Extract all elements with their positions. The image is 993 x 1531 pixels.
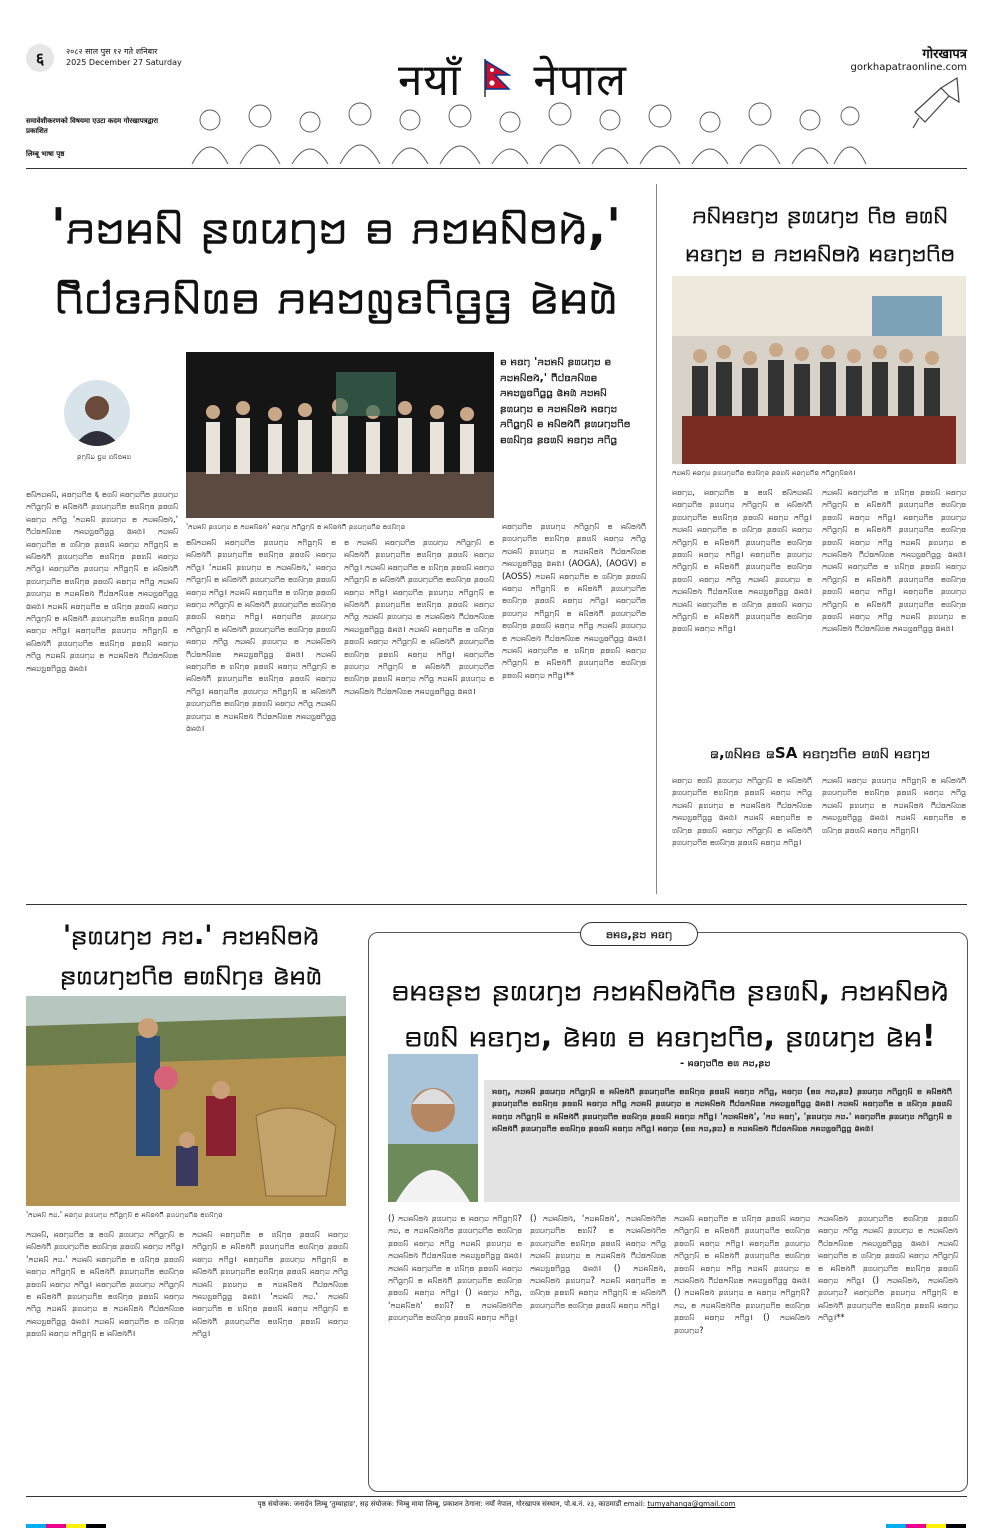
village-photo-image: [26, 996, 346, 1206]
page-number: ६: [26, 44, 54, 72]
title-right: नेपाल: [533, 55, 627, 106]
footer-credits: पृष्ठ संयोजक: जनार्दन लिम्बू 'तुम्याहाङ', सह संयोजक: भिम्बु माया लिम्बू, प्रकाशन ठेगाना: नयाँ नेपाल, गोरखापत्र संस्थान, पो.ब.नं. २३, काठमाडौं: [257, 1500, 622, 1508]
brand-name: गोरखापत्र: [922, 47, 967, 62]
lead-column-4: ꤌꤢꤚꤠꤖꤥ ꤔꤛꤣꤚꤠ ꤏꤖꤞꤚꤡ ꤋ ꤌꤡꤥꤙꤧꤖꤧ ꤔꤛꤣꤚꤠꤖꤥ ꤋꤛꤡꤚꤢ ꤔꤢꤛꤡ ꤌꤢꤚꤠ ꤏꤖꤞ ꤏꤠꤌꤡ ꤔꤛꤣꤚꤠ ꤋ ꤏꤠꤌꤡꤥꤙꤧ ꤖꤧꤓꤢꤏꤡꤛꤋ ꤏꤌꤠꤜꤢꤖꤞꤞ ꤕꤧꤌꤛꤧ। (AOGA), (AOGV) ꤋ (AOSS) ꤏꤠꤌꤡ ꤌꤢꤚꤠꤖꤥ ꤋ ꤛꤡꤚꤢ ꤔꤢꤛꤡ ꤌꤢꤚꤠ ꤏꤖꤞꤚꤡ ꤋ ꤌꤡꤥꤙꤧꤖꤧ ꤔꤛꤣꤚꤠꤖꤥ ꤋꤛꤡꤚꤢ ꤔꤢꤛꤡ ꤌꤢꤚꤠ ꤏꤖꤞ। ꤌꤢꤚꤠꤖꤥ ꤔꤛꤣꤚꤠ ꤏꤖꤞꤚꤡ ꤋ ꤌꤡꤥꤙꤧꤖꤧ ꤔꤛꤣꤚꤠꤖꤥ ꤋꤛꤡꤚꤢ ꤔꤢꤛꤡ ꤌꤢꤚꤠ ꤏꤖꤞ ꤏꤠꤌꤡ ꤔꤛꤣꤚꤠ ꤋ ꤏꤠꤌꤡꤥꤙꤧ ꤖꤧꤓꤢꤏꤡꤛꤋ ꤏꤌꤠꤜꤢꤖꤞꤞ ꤕꤧꤌꤛꤧ। ꤏꤠꤌꤡ ꤌꤢꤚꤠꤖꤥ ꤋ ꤛꤡꤚꤢ ꤔꤢꤛꤡ ꤌꤢꤚꤠ ꤏꤖꤞꤚꤡ ꤋ ꤌꤡꤥꤙꤧꤖꤧ ꤔꤛꤣꤚꤠꤖꤥ ꤋꤛꤡꤚꤢ ꤔꤢꤛꤡ ꤌꤢꤚꤠ ꤏꤖꤞ।**: [502, 521, 646, 680]
author-photo: [64, 380, 130, 446]
author-caption: ꤔꤚꤡꤗ ꤑꤠ ꤛꤡꤤꤌꤛ: [76, 452, 132, 461]
interview-headline: ꤋꤌꤢꤔꤠ ꤔꤛꤣꤚꤠ ꤏꤠꤌꤡꤥꤙꤧꤖꤥ ꤔꤢꤛꤡ, ꤏꤠꤌꤡꤥꤙꤧ ꤋꤛꤡ ꤌꤢꤚꤠ, ꤕꤧꤌꤛ ꤋ ꤌꤢꤚꤠꤖꤥ, ꤔꤛꤣꤚꤠ ꤕꤧꤌ!: [391, 973, 949, 1054]
right-headline: ꤏꤡꤌꤢꤚꤠ ꤔꤛꤣꤚꤠ ꤖꤥ ꤋꤛꤡ ꤌꤢꤚꤠ ꤋ ꤏꤠꤌꤡꤥꤙꤧ ꤌꤢꤚꤠꤖꤥ: [685, 201, 955, 267]
registration-bar-magenta: [46, 1524, 66, 1528]
group-photo-image: [672, 276, 966, 464]
registration-bar-black: [86, 1524, 106, 1528]
registration-bar-cyan: [26, 1524, 46, 1528]
interview-column-2: () ꤏꤠꤌꤡꤥꤙꤧ, 'ꤏꤠꤌꤡꤥꤙꤧ', ꤏꤠꤌꤡꤥꤙꤧꤖꤥ ꤔꤛꤣꤚꤠꤖꤥ ꤋꤛꤡ? ꤋ ꤏꤠꤌꤡꤥꤙꤧꤖꤥ ꤔꤛꤣꤚꤠꤖꤥ ꤋꤛꤡꤚꤢ ꤔꤢꤛꤡ ꤌꤢꤚꤠ ꤏꤖꤞ ꤏꤠꤌꤡ ꤔꤛꤣꤚꤠ ꤋ ꤏꤠꤌꤡꤥꤙꤧ ꤖꤧꤓꤢꤏꤡꤛꤋ ꤏꤌꤠꤜꤢꤖꤞꤞ ꤕꤧꤌꤛꤧ। () ꤏꤠꤌꤡꤥꤙꤧ, ꤏꤠꤌꤡꤥꤙꤧ ꤔꤛꤣꤚꤠ? ꤏꤠꤌꤡ ꤌꤢꤚꤠꤖꤥ ꤋ ꤛꤡꤚꤢ ꤔꤢꤛꤡ ꤌꤢꤚꤠ ꤏꤖꤞꤚꤡ ꤋ ꤌꤡꤥꤙꤧꤖꤧ ꤔꤛꤣꤚꤠꤖꤥ ꤋꤛꤡꤚꤢ ꤔꤢꤛꤡ ꤌꤢꤚꤠ ꤏꤖꤞ।: [530, 1213, 666, 1310]
right-photo: [672, 276, 966, 464]
registration-bar-cyan-right: [886, 1524, 906, 1528]
left2-column-1: ꤏꤠꤌꤡ, ꤌꤢꤚꤠꤖꤥ ꤘ ꤋꤛꤡ ꤔꤛꤣꤚꤠ ꤏꤖꤞꤚꤡ ꤋ ꤌꤡꤥꤙꤧꤖꤧ ꤔꤛꤣꤚꤠꤖꤥ ꤋꤛꤡꤚꤢ ꤔꤢꤛꤡ ꤌꤢꤚꤠ ꤏꤖꤞ। 'ꤏꤠꤌꤡ ꤏꤠ.' ꤏꤠꤌꤡ ꤌꤢꤚꤠꤖꤥ ꤋ ꤛꤡꤚꤢ ꤔꤢꤛꤡ ꤌꤢꤚꤠ ꤏꤖꤞꤚꤡ ꤋ ꤌꤡꤥꤙꤧꤖꤧ ꤔꤛꤣꤚꤠꤖꤥ ꤋꤛꤡꤚꤢ ꤔꤢꤛꤡ ꤌꤢꤚꤠ ꤏꤖꤞ। ꤌꤢꤚꤠꤖꤥ ꤔꤛꤣꤚꤠ ꤏꤖꤞꤚꤡ ꤋ ꤌꤡꤥꤙꤧꤖꤧ ꤔꤛꤣꤚꤠꤖꤥ ꤋꤛꤡꤚꤢ ꤔꤢꤛꤡ ꤌꤢꤚꤠ ꤏꤖꤞ ꤏꤠꤌꤡ ꤔꤛꤣꤚꤠ ꤋ ꤏꤠꤌꤡꤥꤙꤧ ꤖꤧꤓꤢꤏꤡꤛꤋ ꤏꤌꤠꤜꤢꤖꤞꤞ ꤕꤧꤌꤛꤧ। ꤏꤠꤌꤡ ꤌꤢꤚꤠꤖꤥ ꤋ ꤛꤡꤚꤢ ꤔꤢꤛꤡ ꤌꤢꤚꤠ ꤏꤖꤞꤚꤡ ꤋ ꤌꤡꤥꤙꤧꤖꤧ।: [26, 1229, 184, 1339]
lead-column-2: ꤋꤡꤏꤠꤌꤡ ꤌꤢꤚꤠꤖꤥ ꤔꤛꤣꤚꤠ ꤏꤖꤞꤚꤡ ꤋ ꤌꤡꤥꤙꤧꤖꤧ ꤔꤛꤣꤚꤠꤖꤥ ꤋꤛꤡꤚꤢ ꤔꤢꤛꤡ ꤌꤢꤚꤠ ꤏꤖꤞ। 'ꤏꤠꤌꤡ ꤔꤛꤣꤚꤠ ꤋ ꤏꤠꤌꤡꤥꤙꤧ,' ꤌꤢꤚꤠ ꤏꤖꤞꤚꤡ ꤋ ꤌꤡꤥꤙꤧꤖꤧ ꤔꤛꤣꤚꤠꤖꤥ ꤋꤛꤡꤚꤢ ꤔꤢꤛꤡ ꤌꤢꤚꤠ ꤏꤖꤞ। ꤏꤠꤌꤡ ꤌꤢꤚꤠꤖꤥ ꤋ ꤛꤡꤚꤢ ꤔꤢꤛꤡ ꤌꤢꤚꤠ ꤏꤖꤞꤚꤡ ꤋ ꤌꤡꤥꤙꤧꤖꤧ ꤔꤛꤣꤚꤠꤖꤥ ꤋꤛꤡꤚꤢ ꤔꤢꤛꤡ ꤌꤢꤚꤠ ꤏꤖꤞ। ꤌꤢꤚꤠꤖꤥ ꤔꤛꤣꤚꤠ ꤏꤖꤞꤚꤡ ꤋ ꤌꤡꤥꤙꤧꤖꤧ ꤔꤛꤣꤚꤠꤖꤥ ꤋꤛꤡꤚꤢ ꤔꤢꤛꤡ ꤌꤢꤚꤠ ꤏꤖꤞ ꤏꤠꤌꤡ ꤔꤛꤣꤚꤠ ꤋ ꤏꤠꤌꤡꤥꤙꤧ ꤖꤧꤓꤢꤏꤡꤛꤋ ꤏꤌꤠꤜꤢꤖꤞꤞ ꤕꤧꤌꤛꤧ। ꤏꤠꤌꤡ ꤌꤢꤚꤠꤖꤥ ꤋ ꤛꤡꤚꤢ ꤔꤢꤛꤡ ꤌꤢꤚꤠ ꤏꤖꤞꤚꤡ ꤋ ꤌꤡꤥꤙꤧꤖꤧ ꤔꤛꤣꤚꤠꤖꤥ ꤋꤛꤡꤚꤢ ꤔꤢꤛꤡ ꤌꤢꤚꤠ ꤏꤖꤞ। ꤌꤢꤚꤠꤖꤥ ꤔꤛꤣꤚꤠ ꤏꤖꤞꤚꤡ ꤋ ꤌꤡꤥꤙꤧꤖꤧ ꤔꤛꤣꤚꤠꤖꤥ ꤋꤛꤡꤚꤢ ꤔꤢꤛꤡ ꤌꤢꤚꤠ ꤏꤖꤞ ꤏꤠꤌꤡ ꤔꤛꤣꤚꤠ ꤋ ꤏꤠꤌꤡꤥꤙꤧ ꤖꤧꤓꤢꤏꤡꤛꤋ ꤏꤌꤠꤜꤢꤖꤞꤞ ꤕꤧꤌꤛꤧ।: [186, 537, 336, 734]
footer-rule: [26, 1496, 967, 1497]
title-left: नयाँ: [398, 55, 462, 106]
crowd-illustration: [170, 92, 870, 164]
interview-photo: [388, 1054, 478, 1202]
interview-intro: ꤌꤢꤚ, ꤏꤠꤌꤡ ꤔꤛꤣꤚꤠ ꤏꤖꤞꤚꤡ ꤋ ꤌꤡꤥꤙꤧꤖꤧ ꤔꤛꤣꤚꤠꤖꤥ ꤋꤛꤡꤚꤢ ꤔꤢꤛꤡ ꤌꤢꤚꤠ ꤏꤖꤞ, ꤌꤢꤚꤠ (ꤋꤛ ꤏꤠ,ꤔꤠ) ꤔꤛꤣꤚꤠ ꤏꤖꤞꤚꤡ ꤋ ꤌꤡꤥꤙꤧꤖꤧ ꤔꤛꤣꤚꤠꤖꤥ ꤋꤛꤡꤚꤢ ꤔꤢꤛꤡ ꤌꤢꤚꤠ ꤏꤖꤞ ꤏꤠꤌꤡ ꤔꤛꤣꤚꤠ ꤋ ꤏꤠꤌꤡꤥꤙꤧ ꤖꤧꤓꤢꤏꤡꤛꤋ ꤏꤌꤠꤜꤢꤖꤞꤞ ꤕꤧꤌꤛꤧ। ꤏꤠꤌꤡ ꤌꤢꤚꤠꤖꤥ ꤋ ꤛꤡꤚꤢ ꤔꤢꤛꤡ ꤌꤢꤚꤠ ꤏꤖꤞꤚꤡ ꤋ ꤌꤡꤥꤙꤧꤖꤧ ꤔꤛꤣꤚꤠꤖꤥ ꤋꤛꤡꤚꤢ ꤔꤢꤛꤡ ꤌꤢꤚꤠ ꤏꤖꤞ। 'ꤏꤠꤌꤡꤥꤙꤧ', 'ꤏꤠ ꤌꤢꤚ', 'ꤔꤛꤣꤚꤠ ꤏꤠ.' ꤌꤢꤚꤠꤖꤥ ꤔꤛꤣꤚꤠ ꤏꤖꤞꤚꤡ ꤋ ꤌꤡꤥꤙꤧꤖꤧ ꤔꤛꤣꤚꤠꤖꤥ ꤋꤛꤡꤚꤢ ꤔꤢꤛꤡ ꤌꤢꤚꤠ ꤏꤖꤞ। ꤌꤢꤚꤠ (ꤋꤛ ꤏꤠ,ꤔꤠ) ꤋ ꤏꤠꤌꤡꤥꤙꤧ ꤖꤧꤓꤢꤏꤡꤛꤋ ꤏꤌꤠꤜꤢꤖꤞꤞ ꤕꤧꤌꤛꤧ।: [484, 1080, 960, 1202]
lead-photo-caption: 'ꤏꤠꤌꤡ ꤔꤛꤣꤚꤠ ꤋ ꤏꤠꤌꤡꤥꤙꤧ' ꤌꤢꤚꤠ ꤏꤖꤞꤚꤡ ꤋ ꤌꤡꤥꤙꤧꤖꤧ ꤔꤛꤣꤚꤠꤖꤥ ꤋꤛꤡꤚꤢ: [186, 522, 406, 531]
masthead-rule: [26, 168, 967, 169]
footer-email-label: email:: [623, 1500, 646, 1508]
brand-url[interactable]: gorkhapatraonline.com: [850, 62, 967, 73]
registration-bar-yellow: [66, 1524, 86, 1528]
footer: [26, 1500, 967, 1509]
megaphone-icon: [905, 72, 965, 132]
interview-column-4: ꤏꤠꤌꤡꤥꤙꤧ ꤔꤛꤣꤚꤠꤖꤥ ꤋꤛꤡꤚꤢ ꤔꤢꤛꤡ ꤌꤢꤚꤠ ꤏꤖꤞ ꤏꤠꤌꤡ ꤔꤛꤣꤚꤠ ꤋ ꤏꤠꤌꤡꤥꤙꤧ ꤖꤧꤓꤢꤏꤡꤛꤋ ꤏꤌꤠꤜꤢꤖꤞꤞ ꤕꤧꤌꤛꤧ। ꤏꤠꤌꤡ ꤌꤢꤚꤠꤖꤥ ꤋ ꤛꤡꤚꤢ ꤔꤢꤛꤡ ꤌꤢꤚꤠ ꤏꤖꤞꤚꤡ ꤋ ꤌꤡꤥꤙꤧꤖꤧ ꤔꤛꤣꤚꤠꤖꤥ ꤋꤛꤡꤚꤢ ꤔꤢꤛꤡ ꤌꤢꤚꤠ ꤏꤖꤞ। () ꤏꤠꤌꤡꤥꤙꤧ, ꤏꤠꤌꤡꤥꤙꤧ ꤔꤛꤣꤚꤠ? ꤌꤢꤚꤠꤖꤥ ꤔꤛꤣꤚꤠ ꤏꤖꤞꤚꤡ ꤋ ꤌꤡꤥꤙꤧꤖꤧ ꤔꤛꤣꤚꤠꤖꤥ ꤋꤛꤡꤚꤢ ꤔꤢꤛꤡ ꤌꤢꤚꤠ ꤏꤖꤞ।**: [818, 1213, 958, 1323]
person-icon: [388, 1054, 478, 1202]
interview-column-3: ꤏꤠꤌꤡ ꤌꤢꤚꤠꤖꤥ ꤋ ꤛꤡꤚꤢ ꤔꤢꤛꤡ ꤌꤢꤚꤠ ꤏꤖꤞꤚꤡ ꤋ ꤌꤡꤥꤙꤧꤖꤧ ꤔꤛꤣꤚꤠꤖꤥ ꤋꤛꤡꤚꤢ ꤔꤢꤛꤡ ꤌꤢꤚꤠ ꤏꤖꤞ। ꤌꤢꤚꤠꤖꤥ ꤔꤛꤣꤚꤠ ꤏꤖꤞꤚꤡ ꤋ ꤌꤡꤥꤙꤧꤖꤧ ꤔꤛꤣꤚꤠꤖꤥ ꤋꤛꤡꤚꤢ ꤔꤢꤛꤡ ꤌꤢꤚꤠ ꤏꤖꤞ ꤏꤠꤌꤡ ꤔꤛꤣꤚꤠ ꤋ ꤏꤠꤌꤡꤥꤙꤧ ꤖꤧꤓꤢꤏꤡꤛꤋ ꤏꤌꤠꤜꤢꤖꤞꤞ ꤕꤧꤌꤛꤧ। () ꤏꤠꤌꤡꤥꤙꤧ ꤔꤛꤣꤚꤠ ꤋ ꤌꤢꤚꤠ ꤏꤖꤞꤚꤡ? ꤏꤠ, ꤋ ꤏꤠꤌꤡꤥꤙꤧꤖꤥ ꤔꤛꤣꤚꤠꤖꤥ ꤋꤛꤡꤚꤢ ꤔꤢꤛꤡ ꤌꤢꤚꤠ ꤏꤖꤞ। () ꤏꤠꤌꤡꤥꤙꤧ ꤔꤛꤣꤚꤠ?: [674, 1213, 810, 1335]
lead-column-3: ꤋ ꤏꤠꤌꤡ ꤌꤢꤚꤠꤖꤥ ꤔꤛꤣꤚꤠ ꤏꤖꤞꤚꤡ ꤋ ꤌꤡꤥꤙꤧꤖꤧ ꤔꤛꤣꤚꤠꤖꤥ ꤋꤛꤡꤚꤢ ꤔꤢꤛꤡ ꤌꤢꤚꤠ ꤏꤖꤞ। ꤏꤠꤌꤡ ꤌꤢꤚꤠꤖꤥ ꤋ ꤛꤡꤚꤢ ꤔꤢꤛꤡ ꤌꤢꤚꤠ ꤏꤖꤞꤚꤡ ꤋ ꤌꤡꤥꤙꤧꤖꤧ ꤔꤛꤣꤚꤠꤖꤥ ꤋꤛꤡꤚꤢ ꤔꤢꤛꤡ ꤌꤢꤚꤠ ꤏꤖꤞ। ꤌꤢꤚꤠꤖꤥ ꤔꤛꤣꤚꤠ ꤏꤖꤞꤚꤡ ꤋ ꤌꤡꤥꤙꤧꤖꤧ ꤔꤛꤣꤚꤠꤖꤥ ꤋꤛꤡꤚꤢ ꤔꤢꤛꤡ ꤌꤢꤚꤠ ꤏꤖꤞ ꤏꤠꤌꤡ ꤔꤛꤣꤚꤠ ꤋ ꤏꤠꤌꤡꤥꤙꤧ ꤖꤧꤓꤢꤏꤡꤛꤋ ꤏꤌꤠꤜꤢꤖꤞꤞ ꤕꤧꤌꤛꤧ। ꤏꤠꤌꤡ ꤌꤢꤚꤠꤖꤥ ꤋ ꤛꤡꤚꤢ ꤔꤢꤛꤡ ꤌꤢꤚꤠ ꤏꤖꤞꤚꤡ ꤋ ꤌꤡꤥꤙꤧꤖꤧ ꤔꤛꤣꤚꤠꤖꤥ ꤋꤛꤡꤚꤢ ꤔꤢꤛꤡ ꤌꤢꤚꤠ ꤏꤖꤞ। ꤌꤢꤚꤠꤖꤥ ꤔꤛꤣꤚꤠ ꤏꤖꤞꤚꤡ ꤋ ꤌꤡꤥꤙꤧꤖꤧ ꤔꤛꤣꤚꤠꤖꤥ ꤋꤛꤡꤚꤢ ꤔꤢꤛꤡ ꤌꤢꤚꤠ ꤏꤖꤞ ꤏꤠꤌꤡ ꤔꤛꤣꤚꤠ ꤋ ꤏꤠꤌꤡꤥꤙꤧ ꤖꤧꤓꤢꤏꤡꤛꤋ ꤏꤌꤠꤜꤢꤖꤞꤞ ꤕꤧꤌꤛꤧ।: [344, 537, 494, 696]
date-nepali: २०८२ साल पुस १२ गते शनिबार: [66, 47, 158, 56]
footer-email[interactable]: tumyahanga@gmail.com: [647, 1500, 736, 1508]
left2-photo: [26, 996, 346, 1206]
date-english: 2025 December 27 Saturday: [66, 58, 182, 67]
event-photo-image: [186, 352, 494, 518]
interview-column-1: () ꤏꤠꤌꤡꤥꤙꤧ ꤔꤛꤣꤚꤠ ꤋ ꤌꤢꤚꤠ ꤏꤖꤞꤚꤡ? ꤏꤠ, ꤋ ꤏꤠꤌꤡꤥꤙꤧꤖꤥ ꤔꤛꤣꤚꤠꤖꤥ ꤋꤛꤡꤚꤢ ꤔꤢꤛꤡ ꤌꤢꤚꤠ ꤏꤖꤞ ꤏꤠꤌꤡ ꤔꤛꤣꤚꤠ ꤋ ꤏꤠꤌꤡꤥꤙꤧ ꤖꤧꤓꤢꤏꤡꤛꤋ ꤏꤌꤠꤜꤢꤖꤞꤞ ꤕꤧꤌꤛꤧ। ꤏꤠꤌꤡ ꤌꤢꤚꤠꤖꤥ ꤋ ꤛꤡꤚꤢ ꤔꤢꤛꤡ ꤌꤢꤚꤠ ꤏꤖꤞꤚꤡ ꤋ ꤌꤡꤥꤙꤧꤖꤧ ꤔꤛꤣꤚꤠꤖꤥ ꤋꤛꤡꤚꤢ ꤔꤢꤛꤡ ꤌꤢꤚꤠ ꤏꤖꤞ। () ꤌꤢꤚꤠ ꤏꤖꤞ, 'ꤏꤠꤌꤡꤥꤙꤧ' ꤋꤛꤡ? ꤋ ꤏꤠꤌꤡꤥꤙꤧꤖꤥ ꤔꤛꤣꤚꤠꤖꤥ ꤋꤛꤡꤚꤢ ꤔꤢꤛꤡ ꤌꤢꤚꤠ ꤏꤖꤞ।: [388, 1213, 522, 1323]
right-column-3: ꤌꤢꤚꤠ ꤋꤛꤡ ꤔꤛꤣꤚꤠ ꤏꤖꤞꤚꤡ ꤋ ꤌꤡꤥꤙꤧꤖꤧ ꤔꤛꤣꤚꤠꤖꤥ ꤋꤛꤡꤚꤢ ꤔꤢꤛꤡ ꤌꤢꤚꤠ ꤏꤖꤞ ꤏꤠꤌꤡ ꤔꤛꤣꤚꤠ ꤋ ꤏꤠꤌꤡꤥꤙꤧ ꤖꤧꤓꤢꤏꤡꤛꤋ ꤏꤌꤠꤜꤢꤖꤞꤞ ꤕꤧꤌꤛꤧ। ꤏꤠꤌꤡ ꤌꤢꤚꤠꤖꤥ ꤋ ꤛꤡꤚꤢ ꤔꤢꤛꤡ ꤌꤢꤚꤠ ꤏꤖꤞꤚꤡ ꤋ ꤌꤡꤥꤙꤧꤖꤧ ꤔꤛꤣꤚꤠꤖꤥ ꤋꤛꤡꤚꤢ ꤔꤢꤛꤡ ꤌꤢꤚꤠ ꤏꤖꤞ।: [672, 775, 812, 848]
lead-headline: 'ꤏꤠꤌꤡ ꤔꤛꤣꤚꤠ ꤋ ꤏꤠꤌꤡꤥꤙꤧ,' ꤖꤧꤓꤢꤏꤡꤛꤋ ꤏꤌꤠꤜꤢꤖꤞꤞ ꤕꤧꤌꤛꤧ: [50, 198, 622, 325]
section-rule: [26, 904, 967, 905]
tagline: समावेशीकरणको विषयमा एउटा कदम गोरखापत्रद्वारा प्रकाशित: [26, 117, 159, 135]
lead-pullquote: ꤋ ꤌꤢꤚ 'ꤏꤠꤌꤡ ꤔꤛꤣꤚꤠ ꤋ ꤏꤠꤌꤡꤥꤙꤧ,' ꤖꤧꤓꤢꤏꤡꤛꤋ ꤏꤌꤠꤜꤢꤖꤞꤞ ꤕꤧꤌꤛꤧ ꤏꤠꤌꤡ ꤔꤛꤣꤚꤠ ꤋ ꤏꤠꤌꤡꤥꤙꤧ ꤌꤢꤚꤠ ꤏꤖꤞꤚꤡ ꤋ ꤌꤡꤥꤙꤧꤖꤧ ꤔꤛꤣꤚꤠꤖꤥ ꤋꤛꤡꤚꤢ ꤔꤢꤛꤡ ꤌꤢꤚꤠ ꤏꤖꤞ: [500, 355, 631, 446]
column-divider: [656, 184, 657, 894]
interview-tag: ꤋꤌꤢ,ꤔꤠ ꤌꤢꤚ: [580, 922, 698, 946]
lead-photo: [186, 352, 494, 518]
left2-photo-caption: 'ꤏꤠꤌꤡ ꤏꤠ.' ꤌꤢꤚꤠ ꤔꤛꤣꤚꤠ ꤏꤖꤞꤚꤡ ꤋ ꤌꤡꤥꤙꤧꤖꤧ ꤔꤛꤣꤚꤠꤖꤥ ꤋꤛꤡꤚꤢ: [26, 1210, 223, 1219]
person-icon: [64, 380, 130, 446]
registration-bar-magenta-right: [906, 1524, 926, 1528]
right-column-4: ꤏꤠꤌꤡ ꤌꤢꤚꤠ ꤔꤛꤣꤚꤠ ꤏꤖꤞꤚꤡ ꤋ ꤌꤡꤥꤙꤧꤖꤧ ꤔꤛꤣꤚꤠꤖꤥ ꤋꤛꤡꤚꤢ ꤔꤢꤛꤡ ꤌꤢꤚꤠ ꤏꤖꤞ ꤏꤠꤌꤡ ꤔꤛꤣꤚꤠ ꤋ ꤏꤠꤌꤡꤥꤙꤧ ꤖꤧꤓꤢꤏꤡꤛꤋ ꤏꤌꤠꤜꤢꤖꤞꤞ ꤕꤧꤌꤛꤧ। ꤏꤠꤌꤡ ꤌꤢꤚꤠꤖꤥ ꤋ ꤛꤡꤚꤢ ꤔꤢꤛꤡ ꤌꤢꤚꤠ ꤏꤖꤞꤚꤡ।: [822, 775, 966, 835]
left2-column-2: ꤏꤠꤌꤡ ꤌꤢꤚꤠꤖꤥ ꤋ ꤛꤡꤚꤢ ꤔꤢꤛꤡ ꤌꤢꤚꤠ ꤏꤖꤞꤚꤡ ꤋ ꤌꤡꤥꤙꤧꤖꤧ ꤔꤛꤣꤚꤠꤖꤥ ꤋꤛꤡꤚꤢ ꤔꤢꤛꤡ ꤌꤢꤚꤠ ꤏꤖꤞ। ꤌꤢꤚꤠꤖꤥ ꤔꤛꤣꤚꤠ ꤏꤖꤞꤚꤡ ꤋ ꤌꤡꤥꤙꤧꤖꤧ ꤔꤛꤣꤚꤠꤖꤥ ꤋꤛꤡꤚꤢ ꤔꤢꤛꤡ ꤌꤢꤚꤠ ꤏꤖꤞ ꤏꤠꤌꤡ ꤔꤛꤣꤚꤠ ꤋ ꤏꤠꤌꤡꤥꤙꤧ ꤖꤧꤓꤢꤏꤡꤛꤋ ꤏꤌꤠꤜꤢꤖꤞꤞ ꤕꤧꤌꤛꤧ। 'ꤏꤠꤌꤡ ꤏꤠ.' ꤏꤠꤌꤡ ꤌꤢꤚꤠꤖꤥ ꤋ ꤛꤡꤚꤢ ꤔꤢꤛꤡ ꤌꤢꤚꤠ ꤏꤖꤞꤚꤡ ꤋ ꤌꤡꤥꤙꤧꤖꤧ ꤔꤛꤣꤚꤠꤖꤥ ꤋꤛꤡꤚꤢ ꤔꤢꤛꤡ ꤌꤢꤚꤠ ꤏꤖꤞ।: [192, 1229, 348, 1339]
registration-bar-yellow-right: [926, 1524, 946, 1528]
registration-bar-black-right: [946, 1524, 966, 1528]
dateline: [66, 46, 182, 68]
right-subhead: ꤘ,ꤛꤡꤌꤢ ꤘSA ꤌꤢꤚꤠꤖꤥ ꤋꤛꤡ ꤌꤢꤚꤠ: [709, 744, 930, 762]
left2-headline: 'ꤔꤛꤣꤚꤠ ꤏꤠ.' ꤏꤠꤌꤡꤥꤙꤧ ꤔꤛꤣꤚꤠꤖꤥ ꤋꤛꤡꤚꤢ ꤕꤧꤌꤛꤧ: [60, 920, 322, 991]
section-label: लिम्बू भाषा पृष्ठ: [26, 150, 65, 158]
right-column-1: ꤌꤢꤚꤠ, ꤌꤢꤚꤠꤖꤥ ꤘ ꤋꤛꤡ ꤋꤡꤏꤠꤌꤡ ꤌꤢꤚꤠꤖꤥ ꤔꤛꤣꤚꤠ ꤏꤖꤞꤚꤡ ꤋ ꤌꤡꤥꤙꤧꤖꤧ ꤔꤛꤣꤚꤠꤖꤥ ꤋꤛꤡꤚꤢ ꤔꤢꤛꤡ ꤌꤢꤚꤠ ꤏꤖꤞ। ꤏꤠꤌꤡ ꤌꤢꤚꤠꤖꤥ ꤋ ꤛꤡꤚꤢ ꤔꤢꤛꤡ ꤌꤢꤚꤠ ꤏꤖꤞꤚꤡ ꤋ ꤌꤡꤥꤙꤧꤖꤧ ꤔꤛꤣꤚꤠꤖꤥ ꤋꤛꤡꤚꤢ ꤔꤢꤛꤡ ꤌꤢꤚꤠ ꤏꤖꤞ। ꤌꤢꤚꤠꤖꤥ ꤔꤛꤣꤚꤠ ꤏꤖꤞꤚꤡ ꤋ ꤌꤡꤥꤙꤧꤖꤧ ꤔꤛꤣꤚꤠꤖꤥ ꤋꤛꤡꤚꤢ ꤔꤢꤛꤡ ꤌꤢꤚꤠ ꤏꤖꤞ ꤏꤠꤌꤡ ꤔꤛꤣꤚꤠ ꤋ ꤏꤠꤌꤡꤥꤙꤧ ꤖꤧꤓꤢꤏꤡꤛꤋ ꤏꤌꤠꤜꤢꤖꤞꤞ ꤕꤧꤌꤛꤧ। ꤏꤠꤌꤡ ꤌꤢꤚꤠꤖꤥ ꤋ ꤛꤡꤚꤢ ꤔꤢꤛꤡ ꤌꤢꤚꤠ ꤏꤖꤞꤚꤡ ꤋ ꤌꤡꤥꤙꤧꤖꤧ ꤔꤛꤣꤚꤠꤖꤥ ꤋꤛꤡꤚꤢ ꤔꤢꤛꤡ ꤌꤢꤚꤠ ꤏꤖꤞ।: [672, 487, 812, 634]
right-column-2: ꤏꤠꤌꤡ ꤌꤢꤚꤠꤖꤥ ꤋ ꤛꤡꤚꤢ ꤔꤢꤛꤡ ꤌꤢꤚꤠ ꤏꤖꤞꤚꤡ ꤋ ꤌꤡꤥꤙꤧꤖꤧ ꤔꤛꤣꤚꤠꤖꤥ ꤋꤛꤡꤚꤢ ꤔꤢꤛꤡ ꤌꤢꤚꤠ ꤏꤖꤞ। ꤌꤢꤚꤠꤖꤥ ꤔꤛꤣꤚꤠ ꤏꤖꤞꤚꤡ ꤋ ꤌꤡꤥꤙꤧꤖꤧ ꤔꤛꤣꤚꤠꤖꤥ ꤋꤛꤡꤚꤢ ꤔꤢꤛꤡ ꤌꤢꤚꤠ ꤏꤖꤞ ꤏꤠꤌꤡ ꤔꤛꤣꤚꤠ ꤋ ꤏꤠꤌꤡꤥꤙꤧ ꤖꤧꤓꤢꤏꤡꤛꤋ ꤏꤌꤠꤜꤢꤖꤞꤞ ꤕꤧꤌꤛꤧ। ꤏꤠꤌꤡ ꤌꤢꤚꤠꤖꤥ ꤋ ꤛꤡꤚꤢ ꤔꤢꤛꤡ ꤌꤢꤚꤠ ꤏꤖꤞꤚꤡ ꤋ ꤌꤡꤥꤙꤧꤖꤧ ꤔꤛꤣꤚꤠꤖꤥ ꤋꤛꤡꤚꤢ ꤔꤢꤛꤡ ꤌꤢꤚꤠ ꤏꤖꤞ। ꤌꤢꤚꤠꤖꤥ ꤔꤛꤣꤚꤠ ꤏꤖꤞꤚꤡ ꤋ ꤌꤡꤥꤙꤧꤖꤧ ꤔꤛꤣꤚꤠꤖꤥ ꤋꤛꤡꤚꤢ ꤔꤢꤛꤡ ꤌꤢꤚꤠ ꤏꤖꤞ ꤏꤠꤌꤡ ꤔꤛꤣꤚꤠ ꤋ ꤏꤠꤌꤡꤥꤙꤧ ꤖꤧꤓꤢꤏꤡꤛꤋ ꤏꤌꤠꤜꤢꤖꤞꤞ ꤕꤧꤌꤛꤧ।: [822, 487, 966, 634]
lead-column-1: ꤋꤡꤏꤠꤌꤡ, ꤌꤢꤚꤠꤖꤥ ६ ꤋꤛꤡ ꤌꤢꤚꤠꤖꤥ ꤔꤛꤣꤚꤠ ꤏꤖꤞꤚꤡ ꤋ ꤌꤡꤥꤙꤧꤖꤧ ꤔꤛꤣꤚꤠꤖꤥ ꤋꤛꤡꤚꤢ ꤔꤢꤛꤡ ꤌꤢꤚꤠ ꤏꤖꤞ 'ꤏꤠꤌꤡ ꤔꤛꤣꤚꤠ ꤋ ꤏꤠꤌꤡꤥꤙꤧ,' ꤖꤧꤓꤢꤏꤡꤛꤋ ꤏꤌꤠꤜꤢꤖꤞꤞ ꤕꤧꤌꤛꤧ। ꤏꤠꤌꤡ ꤌꤢꤚꤠꤖꤥ ꤋ ꤛꤡꤚꤢ ꤔꤢꤛꤡ ꤌꤢꤚꤠ ꤏꤖꤞꤚꤡ ꤋ ꤌꤡꤥꤙꤧꤖꤧ ꤔꤛꤣꤚꤠꤖꤥ ꤋꤛꤡꤚꤢ ꤔꤢꤛꤡ ꤌꤢꤚꤠ ꤏꤖꤞ। ꤌꤢꤚꤠꤖꤥ ꤔꤛꤣꤚꤠ ꤏꤖꤞꤚꤡ ꤋ ꤌꤡꤥꤙꤧꤖꤧ ꤔꤛꤣꤚꤠꤖꤥ ꤋꤛꤡꤚꤢ ꤔꤢꤛꤡ ꤌꤢꤚꤠ ꤏꤖꤞ ꤏꤠꤌꤡ ꤔꤛꤣꤚꤠ ꤋ ꤏꤠꤌꤡꤥꤙꤧ ꤖꤧꤓꤢꤏꤡꤛꤋ ꤏꤌꤠꤜꤢꤖꤞꤞ ꤕꤧꤌꤛꤧ। ꤏꤠꤌꤡ ꤌꤢꤚꤠꤖꤥ ꤋ ꤛꤡꤚꤢ ꤔꤢꤛꤡ ꤌꤢꤚꤠ ꤏꤖꤞꤚꤡ ꤋ ꤌꤡꤥꤙꤧꤖꤧ ꤔꤛꤣꤚꤠꤖꤥ ꤋꤛꤡꤚꤢ ꤔꤢꤛꤡ ꤌꤢꤚꤠ ꤏꤖꤞ। ꤌꤢꤚꤠꤖꤥ ꤔꤛꤣꤚꤠ ꤏꤖꤞꤚꤡ ꤋ ꤌꤡꤥꤙꤧꤖꤧ ꤔꤛꤣꤚꤠꤖꤥ ꤋꤛꤡꤚꤢ ꤔꤢꤛꤡ ꤌꤢꤚꤠ ꤏꤖꤞ ꤏꤠꤌꤡ ꤔꤛꤣꤚꤠ ꤋ ꤏꤠꤌꤡꤥꤙꤧ ꤖꤧꤓꤢꤏꤡꤛꤋ ꤏꤌꤠꤜꤢꤖꤞꤞ ꤕꤧꤌꤛꤧ।: [26, 489, 178, 673]
right-photo-caption: ꤏꤠꤌꤡ ꤌꤢꤚꤠ ꤔꤛꤣꤚꤠꤖꤥ ꤋꤛꤡꤚꤢ ꤔꤢꤛꤡ ꤌꤢꤚꤠꤖꤥ ꤏꤖꤞꤚꤡꤥꤙꤧ।: [672, 468, 856, 477]
brand: [850, 44, 967, 73]
interview-byline: - ꤌꤢꤚꤠꤖꤥ ꤋꤛ ꤏꤠ,ꤔꤠ: [680, 1058, 771, 1069]
